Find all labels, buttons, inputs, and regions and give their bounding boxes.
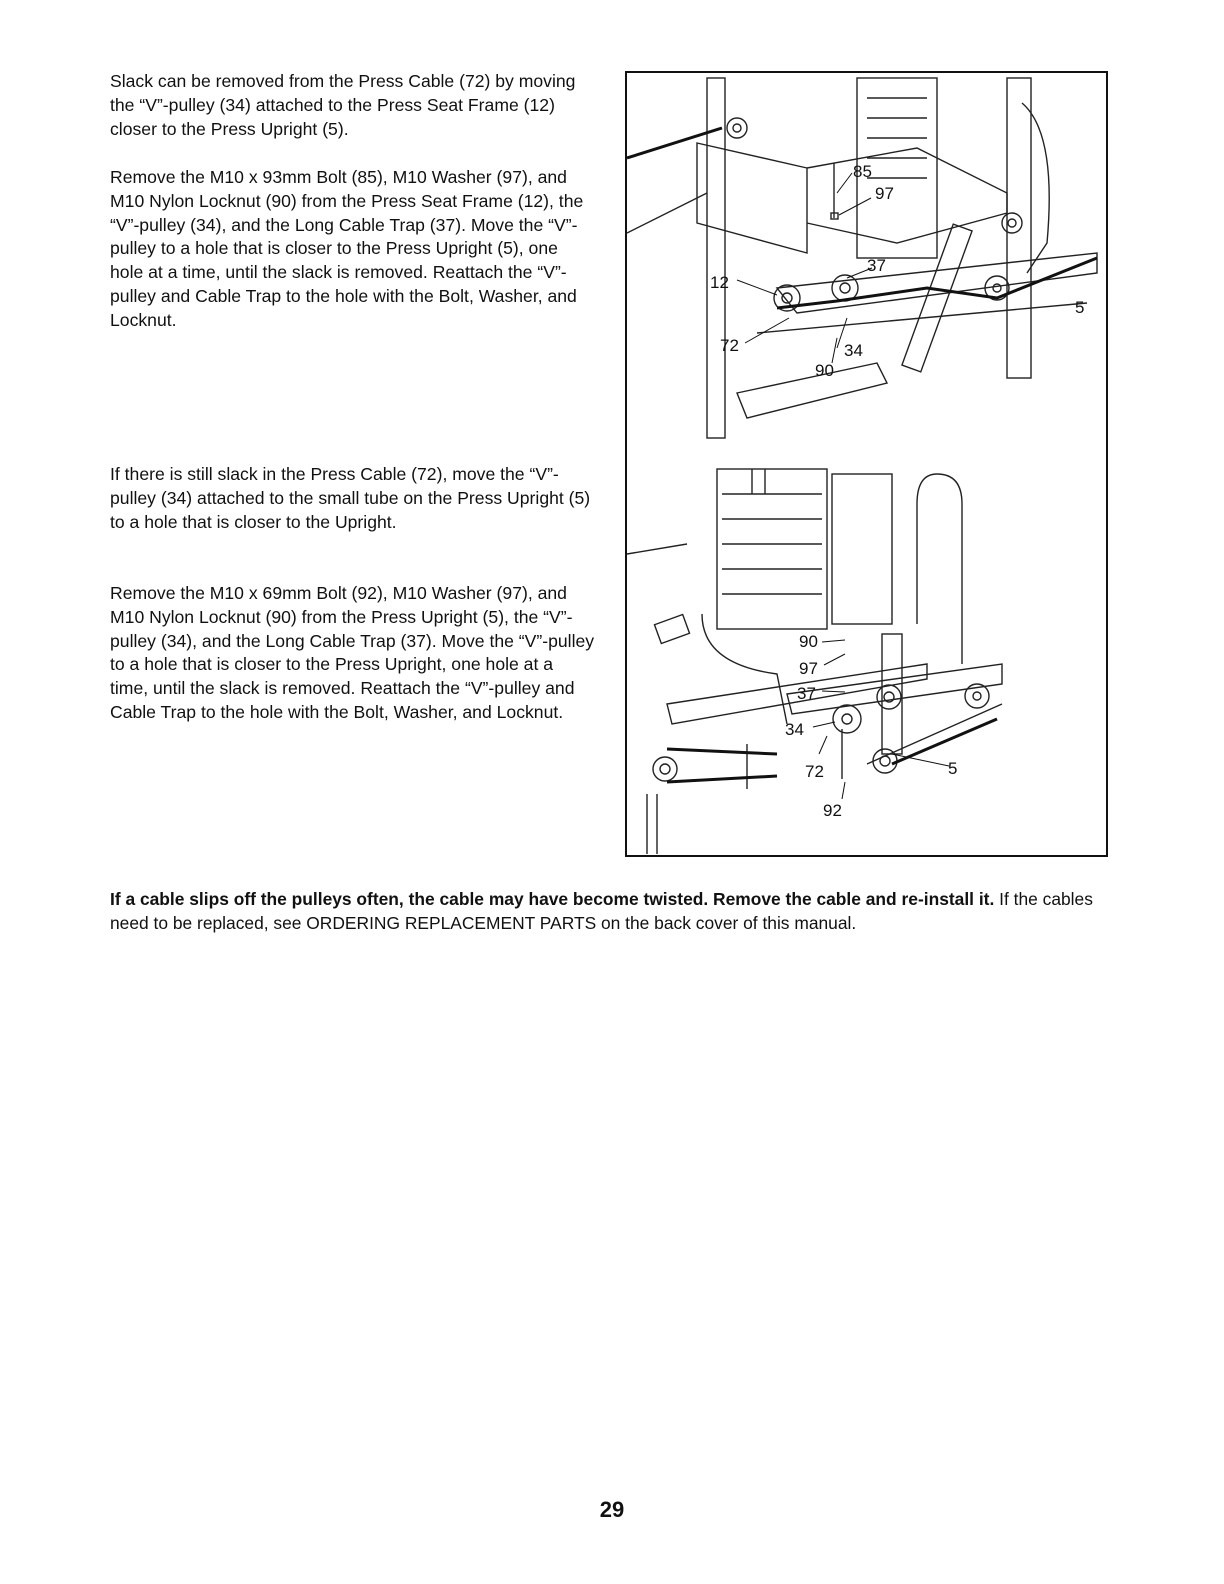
callout-37: 37 (797, 684, 816, 703)
page-number: 29 (599, 1497, 625, 1522)
note-replacement-info: If the cables need to be replaced, see ORDERING REPLACEMENT PARTS on the back cover of this manual. (110, 889, 1093, 933)
callout-34: 34 (785, 720, 804, 739)
callout-5: 5 (1075, 298, 1085, 317)
callout-90: 90 (815, 361, 834, 380)
figure-press-upright-pulley (625, 464, 1108, 857)
callout-72: 72 (720, 336, 739, 355)
paragraph-slack-intro: Slack can be removed from the Press Cable (72) by moving the “V”-pulley (34) attached to the Press Seat Frame (12) closer to the Press Upright (5). (110, 71, 576, 139)
callout-90: 90 (799, 632, 818, 651)
note-bold-warning: If a cable slips off the pulleys often, the cable may have become twisted. Remove the cable and re-install it. (110, 889, 995, 909)
paragraph-seat-frame-procedure: Remove the M10 x 93mm Bolt (85), M10 Washer (97), and M10 Nylon Locknut (90) from the Press Seat Frame (12), the “V”-pulley (34), and the Long Cable Trap (37). Move the “V”-pulley to a hole that is closer to the Press Upright (5), one hole at a time, until the slack is removed. Reattach the “V”-pulley and Cable Trap to the hole with the Bolt, Washer, and Locknut. (110, 167, 584, 330)
cable-twist-note (110, 887, 1110, 935)
callout-72: 72 (805, 762, 824, 781)
figure-press-seat-frame-pulley (625, 71, 1108, 468)
callout-5: 5 (948, 759, 958, 778)
callout-12: 12 (710, 273, 729, 292)
figure1-leader-lines (737, 173, 872, 363)
machine-frame-drawing (627, 78, 1097, 438)
callout-34: 34 (844, 341, 863, 360)
paragraph-upright-procedure: Remove the M10 x 69mm Bolt (92), M10 Washer (97), and M10 Nylon Locknut (90) from the Press Upright (5), the “V”-pulley (34), and the Long Cable Trap (37). Move the “V”-pulley to a hole that is closer to the Press Upright, one hole at a time, until the slack is removed. Reattach the “V”-pulley and Cable Trap to the hole with the Bolt, Washer, and Locknut. (110, 583, 595, 722)
callout-37: 37 (867, 256, 886, 275)
callout-97: 97 (875, 184, 894, 203)
figure2-illustration (627, 464, 1106, 855)
paragraph-still-slack: If there is still slack in the Press Cable (72), move the “V”-pulley (34) attached to the small tube on the Press Upright (5) to a hole that is closer to the Upright. (110, 464, 591, 532)
callout-85: 85 (853, 162, 872, 181)
figure1-illustration (627, 73, 1106, 466)
callout-92: 92 (823, 801, 842, 820)
callout-97: 97 (799, 659, 818, 678)
